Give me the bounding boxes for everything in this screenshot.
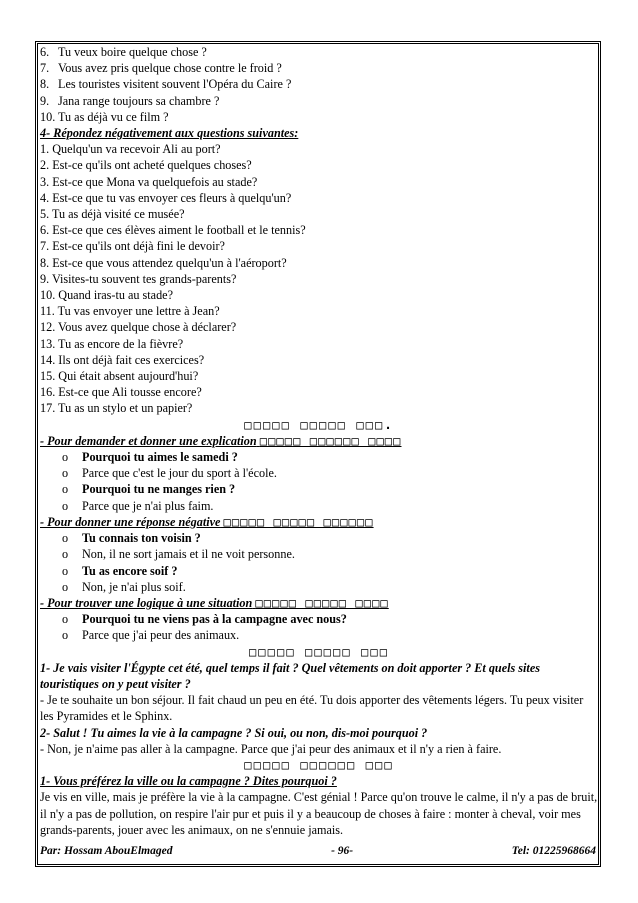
page-footer [40,845,596,857]
list-item: 12. Vous avez quelque chose à déclarer? [40,320,237,335]
section-heading: □□□□□ □□□□□ □□□. [244,417,394,432]
list-item: 9. Jana range toujours sa chambre ? [40,93,220,108]
answer: - Non, je n'aime pas aller à la campagne. Parce que j'ai peur des animaux et il n'y a rien à faire. [40,741,502,756]
list-item: 17. Tu as un stylo et un papier? [40,401,193,416]
list-item: 8. Les touristes visitent souvent l'Opéra du Caire ? [40,77,292,92]
list-item: 1. Quelqu'un va recevoir Ali au port? [40,142,221,157]
dialogue-line: o Pourquoi tu aimes le samedi ? [62,450,238,465]
section-title: 4- Répondez négativement aux questions suivantes: [40,126,299,141]
dialogue-line: o Parce que j'ai peur des animaux. [62,628,240,643]
list-item: 8. Est-ce que vous attendez quelqu'un à l'aéroport? [40,255,287,270]
list-item: 14. Ils ont déjà fait ces exercices? [40,352,205,367]
list-item: 5. Tu as déjà visité ce musée? [40,207,185,222]
list-item: 4. Est-ce que tu vas envoyer ces fleurs à quelqu'un? [40,190,292,205]
dialogue-line: o Non, il ne sort jamais et il ne voit personne. [62,547,295,562]
answer: Je vis en ville, mais je préfère la vie à la campagne. C'est génial ! Parce qu'on trouve le calme, il n'y a pas de bruit, il n'y a pas de pollution, on respire l'air pur et puis il y a beaucoup de choses à faire : monter à cheval, voir mes grands-parents, jouer avec les animaux, on ne s'ennuie jamais. [40,790,598,837]
list-item: 11. Tu vas envoyer une lettre à Jean? [40,304,220,319]
question: 2- Salut ! Tu aimes la vie à la campagne ? Si oui, ou non, dis-moi pourquoi ? [40,725,428,740]
dialogue-line: o Tu connais ton voisin ? [62,531,201,546]
footer-author: Par: Hossam AbouElmaged [40,845,173,857]
subsection-title: - Pour demander et donner une explication □□□□□ □□□□□□ □□□□ [40,433,402,448]
list-item: 9. Visites-tu souvent tes grands-parents? [40,271,237,286]
list-item: 3. Est-ce que Mona va quelquefois au stade? [40,174,258,189]
dialogue-line: o Pourquoi tu ne viens pas à la campagne avec nous? [62,612,347,627]
question: 1- Vous préférez la ville ou la campagne ? Dites pourquoi ? [40,774,337,789]
subsection-title: - Pour donner une réponse négative □□□□□ □□□□□ □□□□□□ [40,514,374,529]
list-item: 10. Tu as déjà vu ce film ? [40,109,169,124]
list-item: 15. Qui était absent aujourd'hui? [40,369,199,384]
list-item: 13. Tu as encore de la fièvre? [40,336,184,351]
footer-phone: Tel: 01225968664 [511,845,596,857]
list-item: 7. Vous avez pris quelque chose contre le froid ? [40,61,282,76]
worksheet-content [40,44,598,838]
list-item: 10. Quand iras-tu au stade? [40,288,174,303]
list-item: 7. Est-ce qu'ils ont déjà fini le devoir? [40,239,225,254]
list-item: 6. Est-ce que ces élèves aiment le football et le tennis? [40,223,306,238]
subsection-title: - Pour trouver une logique à une situation □□□□□ □□□□□ □□□□ [40,595,389,610]
dialogue-line: o Parce que je n'ai plus faim. [62,498,214,513]
question-list [40,141,598,416]
section-heading: □□□□□ □□□□□□ □□□ [244,757,394,772]
dialogue-line: o Pourquoi tu ne manges rien ? [62,482,236,497]
list-item: 2. Est-ce qu'ils ont acheté quelques choses? [40,158,252,173]
dialogue-line: o Tu as encore soif ? [62,563,178,578]
section-heading: □□□□□ □□□□□ □□□ [248,644,390,659]
dialogue-line: o Parce que c'est le jour du sport à l'école. [62,466,277,481]
footer-page-number: - 96- [331,845,354,857]
list-item: 6. Tu veux boire quelque chose ? [40,45,207,59]
dialogue-line: o Non, je n'ai plus soif. [62,579,186,594]
question: 1- Je vais visiter l'Égypte cet été, quel temps il fait ? Quel vêtements on doit apporter ? Et quels sites touristiques on y peut visiter ? [40,660,540,691]
answer: - Je te souhaite un bon séjour. Il fait chaud un peu en été. Tu dois apporter des vêtements légers. Tu peux visiter les Pyramides et le Sphinx. [40,693,584,724]
list-item: 16. Est-ce que Ali tousse encore? [40,385,202,400]
